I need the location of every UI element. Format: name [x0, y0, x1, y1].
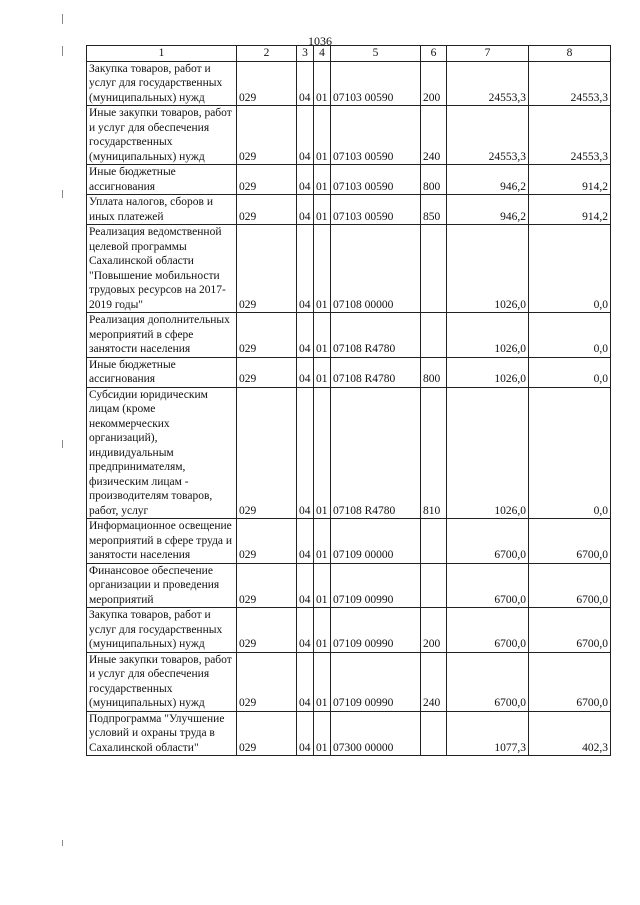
table-row [87, 357, 611, 387]
cell-sum-2018: 1026,0 [447, 225, 529, 313]
margin-mark [62, 14, 63, 24]
cell-ved: 029 [237, 563, 297, 608]
table-row [87, 563, 611, 608]
cell-sum-2019: 914,2 [529, 165, 611, 195]
cell-sum-2018: 946,2 [447, 195, 529, 225]
table-row [87, 519, 611, 564]
cell-pr: 01 [314, 387, 331, 519]
cell-vr: 240 [421, 652, 447, 711]
row-name: Закупка товаров, работ и услуг для государственных (муниципальных) нужд [87, 61, 237, 106]
cell-sum-2018: 1077,3 [447, 711, 529, 756]
cell-sum-2019: 24553,3 [529, 61, 611, 106]
cell-csr: 07109 00990 [331, 608, 421, 653]
row-name: Иные бюджетные ассигнования [87, 357, 237, 387]
cell-vr [421, 711, 447, 756]
cell-vr [421, 563, 447, 608]
row-name: Иные закупки товаров, работ и услуг для обеспечения государственных (муниципальных) нужд [87, 106, 237, 165]
cell-rz: 04 [297, 225, 314, 313]
cell-sum-2019: 402,3 [529, 711, 611, 756]
row-name: Иные закупки товаров, работ и услуг для обеспечения государственных (муниципальных) нужд [87, 652, 237, 711]
column-header: 7 [447, 46, 529, 62]
cell-rz: 04 [297, 608, 314, 653]
cell-rz: 04 [297, 61, 314, 106]
cell-pr: 01 [314, 357, 331, 387]
cell-vr [421, 313, 447, 358]
cell-pr: 01 [314, 608, 331, 653]
column-header: 6 [421, 46, 447, 62]
cell-sum-2018: 24553,3 [447, 106, 529, 165]
row-name: Закупка товаров, работ и услуг для государственных (муниципальных) нужд [87, 608, 237, 653]
margin-mark [62, 440, 63, 448]
budget-table [86, 45, 611, 756]
cell-csr: 07103 00590 [331, 165, 421, 195]
cell-ved: 029 [237, 608, 297, 653]
cell-ved: 029 [237, 711, 297, 756]
cell-rz: 04 [297, 519, 314, 564]
cell-pr: 01 [314, 225, 331, 313]
column-header: 8 [529, 46, 611, 62]
table-row [87, 61, 611, 106]
row-name: Субсидии юридическим лицам (кроме некоммерческих организаций), индивидуальным предпринимателям, физическим лицам - производителям товаров, работ, услуг [87, 387, 237, 519]
cell-csr: 07109 00990 [331, 652, 421, 711]
cell-rz: 04 [297, 195, 314, 225]
cell-ved: 029 [237, 61, 297, 106]
row-name: Реализация дополнительных мероприятий в сфере занятости населения [87, 313, 237, 358]
cell-sum-2019: 0,0 [529, 313, 611, 358]
cell-rz: 04 [297, 165, 314, 195]
table-header-row [87, 46, 611, 62]
cell-pr: 01 [314, 519, 331, 564]
cell-pr: 01 [314, 652, 331, 711]
cell-sum-2019: 0,0 [529, 357, 611, 387]
cell-ved: 029 [237, 165, 297, 195]
cell-ved: 029 [237, 225, 297, 313]
cell-sum-2019: 6700,0 [529, 608, 611, 653]
cell-pr: 01 [314, 313, 331, 358]
cell-csr: 07109 00000 [331, 519, 421, 564]
cell-sum-2018: 6700,0 [447, 563, 529, 608]
cell-csr: 07103 00590 [331, 61, 421, 106]
table-row [87, 652, 611, 711]
cell-csr: 07108 00000 [331, 225, 421, 313]
cell-pr: 01 [314, 563, 331, 608]
cell-vr: 850 [421, 195, 447, 225]
cell-rz: 04 [297, 652, 314, 711]
cell-ved: 029 [237, 357, 297, 387]
cell-sum-2019: 0,0 [529, 225, 611, 313]
cell-csr: 07109 00990 [331, 563, 421, 608]
row-name: Уплата налогов, сборов и иных платежей [87, 195, 237, 225]
cell-vr: 200 [421, 608, 447, 653]
margin-mark [62, 840, 63, 846]
cell-rz: 04 [297, 563, 314, 608]
column-header: 3 [297, 46, 314, 62]
cell-rz: 04 [297, 106, 314, 165]
cell-ved: 029 [237, 195, 297, 225]
cell-ved: 029 [237, 652, 297, 711]
cell-pr: 01 [314, 106, 331, 165]
row-name: Иные бюджетные ассигнования [87, 165, 237, 195]
cell-pr: 01 [314, 195, 331, 225]
column-header: 2 [237, 46, 297, 62]
row-name: Реализация ведомственной целевой программы Сахалинской области "Повышение мобильности трудовых ресурсов на 2017-2019 годы" [87, 225, 237, 313]
cell-csr: 07108 R4780 [331, 357, 421, 387]
cell-pr: 01 [314, 165, 331, 195]
cell-sum-2018: 6700,0 [447, 519, 529, 564]
table-row [87, 313, 611, 358]
cell-sum-2019: 0,0 [529, 387, 611, 519]
cell-vr: 240 [421, 106, 447, 165]
cell-pr: 01 [314, 711, 331, 756]
cell-rz: 04 [297, 387, 314, 519]
table-row [87, 106, 611, 165]
cell-sum-2018: 1026,0 [447, 313, 529, 358]
table-row [87, 387, 611, 519]
cell-pr: 01 [314, 61, 331, 106]
cell-sum-2018: 1026,0 [447, 387, 529, 519]
cell-sum-2018: 24553,3 [447, 61, 529, 106]
cell-vr: 800 [421, 165, 447, 195]
cell-sum-2019: 6700,0 [529, 519, 611, 564]
column-header: 5 [331, 46, 421, 62]
cell-sum-2018: 1026,0 [447, 357, 529, 387]
cell-sum-2018: 6700,0 [447, 652, 529, 711]
cell-vr: 200 [421, 61, 447, 106]
row-name: Финансовое обеспечение организации и проведения мероприятий [87, 563, 237, 608]
cell-sum-2019: 6700,0 [529, 652, 611, 711]
cell-rz: 04 [297, 357, 314, 387]
cell-rz: 04 [297, 711, 314, 756]
table-row [87, 608, 611, 653]
row-name: Подпрограмма "Улучшение условий и охраны труда в Сахалинской области" [87, 711, 237, 756]
margin-mark [62, 46, 63, 56]
table-row [87, 711, 611, 756]
cell-ved: 029 [237, 313, 297, 358]
table-row [87, 225, 611, 313]
cell-vr: 810 [421, 387, 447, 519]
cell-vr [421, 519, 447, 564]
margin-mark [62, 190, 63, 198]
cell-csr: 07103 00590 [331, 106, 421, 165]
cell-csr: 07108 R4780 [331, 313, 421, 358]
cell-vr: 800 [421, 357, 447, 387]
cell-sum-2019: 6700,0 [529, 563, 611, 608]
cell-ved: 029 [237, 387, 297, 519]
page-number: 1036 [308, 34, 332, 48]
table-row [87, 195, 611, 225]
cell-csr: 07300 00000 [331, 711, 421, 756]
cell-ved: 029 [237, 106, 297, 165]
cell-rz: 04 [297, 313, 314, 358]
cell-sum-2019: 914,2 [529, 195, 611, 225]
cell-csr: 07108 R4780 [331, 387, 421, 519]
column-header: 4 [314, 46, 331, 62]
cell-csr: 07103 00590 [331, 195, 421, 225]
cell-ved: 029 [237, 519, 297, 564]
row-name: Информационное освещение мероприятий в сфере труда и занятости населения [87, 519, 237, 564]
cell-vr [421, 225, 447, 313]
table-row [87, 165, 611, 195]
column-header: 1 [87, 46, 237, 62]
cell-sum-2018: 946,2 [447, 165, 529, 195]
cell-sum-2019: 24553,3 [529, 106, 611, 165]
cell-sum-2018: 6700,0 [447, 608, 529, 653]
